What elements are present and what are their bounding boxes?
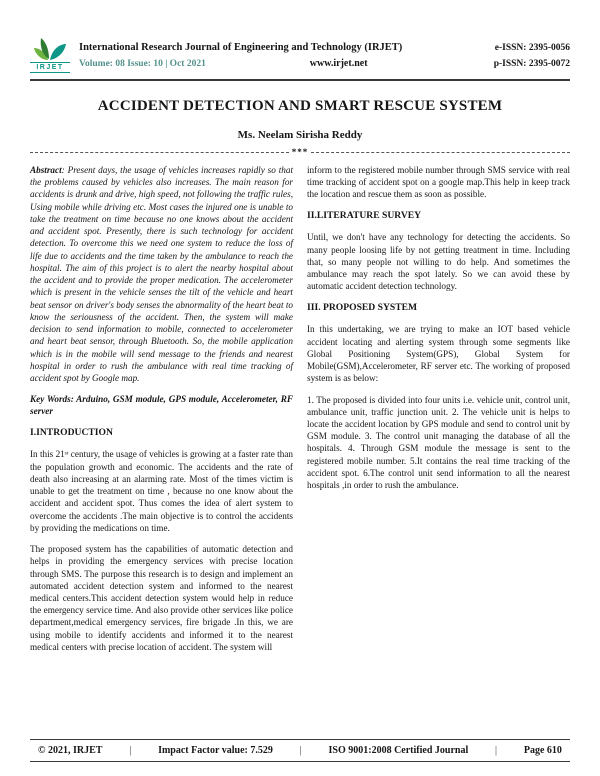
journal-header-row-2 [79,58,570,69]
abstract-paragraph [30,164,293,384]
introduction-paragraph-2: The proposed system has the capabilities of automatic detection and helps in providing the emergency services with precise location through SMS. The purpose this research is to design and implement an automated accident detection system and informed to the nearest medical centers.This accident detection system would help in reduce the emergency service time. And also provide other services like police department,medical emergency services, fire brigade .In this, we are using mobile to identify accidents and informed it to the nearest medical centers with precise location of accident. The system will [30,544,293,652]
irjet-logo [30,37,70,73]
footer-separator: | [129,745,132,756]
section-heading-proposed-system: III. PROPOSED SYSTEM [307,301,418,313]
continuation-paragraph: inform to the registered mobile number through SMS service with real time tracking of accident spot on a google map.This help in keep track the location and rescue them as soon as possible. [307,165,570,200]
keywords-text: Arduino, GSM module, GPS module, Accelerometer, RF server [30,394,293,417]
separator-dash-left [30,152,289,153]
separator-stars: *** [291,147,309,157]
irjet-logo-text: IRJET [30,62,70,73]
footer-separator: | [299,745,302,756]
journal-header-row-1 [79,42,570,53]
journal-header-text [79,40,570,69]
proposed-system-paragraph-2: 1. The proposed is divided into four units i.e. vehicle unit, control unit, ambulance unit, traffic junction unit. 2. The vehicle unit is helps to locate the accident location by GPS module and send to control unit by GSM module. 3. The control unit managing the database of all the hospitals. 4. Through GSM module the message is sent to the registered mobile number. 5.It contains the real time tracking of the accident spot. 6.The control unit send information to all the nearest hospitals ,in order to rush the ambulance. [307,394,570,491]
right-column [307,164,570,662]
leaf-logo-icon [30,37,70,61]
e-issn: e-ISSN: 2395-0056 [494,43,570,53]
keywords-label: Key Words: [30,394,74,405]
introduction-paragraph-1: In this 21ˢᵗ century, the usage of vehicles is growing at a faster rate than the population growth and economic. The accidents and the rate of death also increasing at an alarming rate. Most of the times victim is unable to get the treatment on time , because no one know about the accident and accident spot. Thus comes the idea of alert system to overcome the accidents .The main objective is to control the accidents by providing the medications on time. [30,449,293,533]
paper-body [30,164,570,662]
abstract-label: Abstract [30,165,62,175]
section-heading-literature-survey: II.LITERATURE SURVEY [307,209,422,221]
paper-author: Ms. Neelam Sirisha Reddy [237,129,363,141]
footer-separator: | [495,745,498,756]
left-column [30,164,293,662]
footer-copyright: © 2021, IRJET [38,745,103,756]
footer-page-number: Page 610 [523,745,562,756]
journal-name: International Research Journal of Engineering and Technology (IRJET) [79,42,403,53]
proposed-system-paragraph-1: In this undertaking, we are trying to make an IOT based vehicle accident locating and alerting system through some segments like Global Positioning System(GPS), Global System for Mobile(GSM),Accelerometer, RF server etc. The working of proposed system is as below: [307,324,570,384]
page-footer [30,739,570,762]
section-heading-introduction: I.INTRODUCTION [30,426,113,438]
journal-website-link[interactable]: www.irjet.net [309,58,368,69]
p-issn: p-ISSN: 2395-0072 [493,59,570,69]
abstract-text: : Present days, the usage of vehicles increases rapidly so that the problems caused by vehicles also increases. The main reason for accidents is drunk and drive, high speed, not following the traffic rules, Using mobile while driving etc. Most cases the injured one is unable to take the treatment on time because no one knows about the accident and accident spot. Presently, there is such technology for accident detection. To overcome this we need one system to reduce the loss of life due to accidents and the time taken by the ambulance to reach the hospital. The aim of this project is to alert the nearby hospital about the accident and to provide the proper medication. The accelerometer which is present in the vehicle senses the tilt of the vehicle and heart beat sensor on driver's body senses the abnormality of the heart beat to know the seriousness of the accident. Then, the system will make decision to send information to mobile, connected to accelerometer and heart beat sensor, through Bluetooth. So, the mobile application which is in the mobile will send message to the friends and nearest hospital in order to rush the ambulance with real time tracking of accident spot by Google map. [30,165,293,383]
literature-survey-paragraph: Until, we don't have any technology for detecting the accidents. So many people loosing life by not getting treatment in time. Including that, so many people not willing to do help. And sometimes the ambulance may reach the spot lately. So we can avoid these by automatic accident detection technology. [307,232,570,292]
paper-title: ACCIDENT DETECTION AND SMART RESCUE SYSTEM [97,98,503,114]
footer-impact-factor: Impact Factor value: 7.529 [158,745,273,756]
footer-iso-certification: ISO 9001:2008 Certified Journal [328,745,469,756]
volume-issue-date: Volume: 08 Issue: 10 | Oct 2021 [79,59,206,69]
separator-dash-right [311,152,570,153]
journal-header [30,40,570,81]
title-separator [30,147,570,157]
keywords-paragraph [30,393,293,417]
